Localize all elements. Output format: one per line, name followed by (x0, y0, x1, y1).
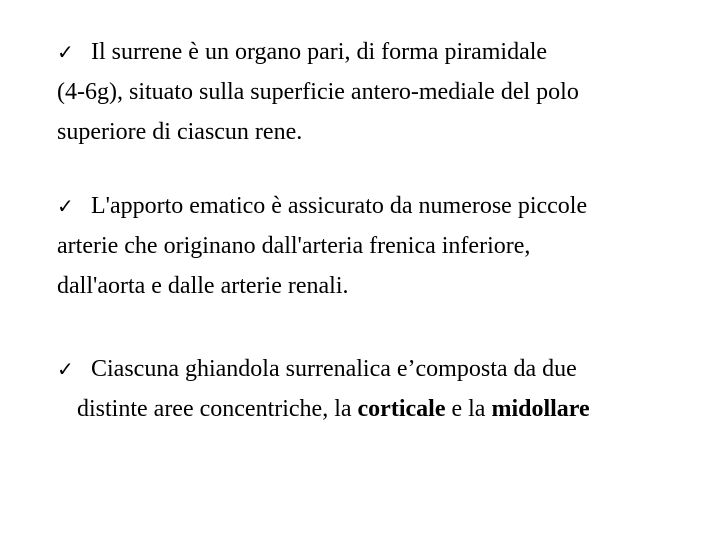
checkmark-icon: ✓ (57, 40, 74, 64)
bullet-2-line-1: L'apporto ematico è assicurato da numerose piccole (91, 193, 588, 219)
bullet-2-line-2: arterie che originano dall'arteria frenica inferiore, (57, 233, 531, 259)
bullet-1-line-1: Il surrene è un organo pari, di forma piramidale (91, 39, 548, 65)
bullet-item-1 (57, 32, 697, 152)
bullet-1-line-3: superiore di ciascun rene. (57, 119, 303, 145)
bullet-item-2 (57, 186, 697, 306)
bullet-2-line-3: dall'aorta e dalle arterie renali. (57, 273, 349, 299)
bullet-3-line-2-text: distinte aree concentriche, la (77, 396, 358, 422)
checkmark-icon: ✓ (57, 194, 74, 218)
term-midollare: midollare (491, 396, 590, 422)
term-corticale: corticale (357, 396, 446, 422)
bullet-3-line-1: Ciascuna ghiandola surrenalica e’composta da due (91, 356, 577, 382)
bullet-item-3 (57, 349, 697, 429)
bullet-3-line-2-connector: e la (445, 396, 492, 422)
bullet-1-line-2: (4-6g), situato sulla superficie antero-mediale del polo (57, 79, 579, 105)
checkmark-icon: ✓ (57, 357, 74, 381)
bullet-3-line-2 (57, 396, 590, 422)
